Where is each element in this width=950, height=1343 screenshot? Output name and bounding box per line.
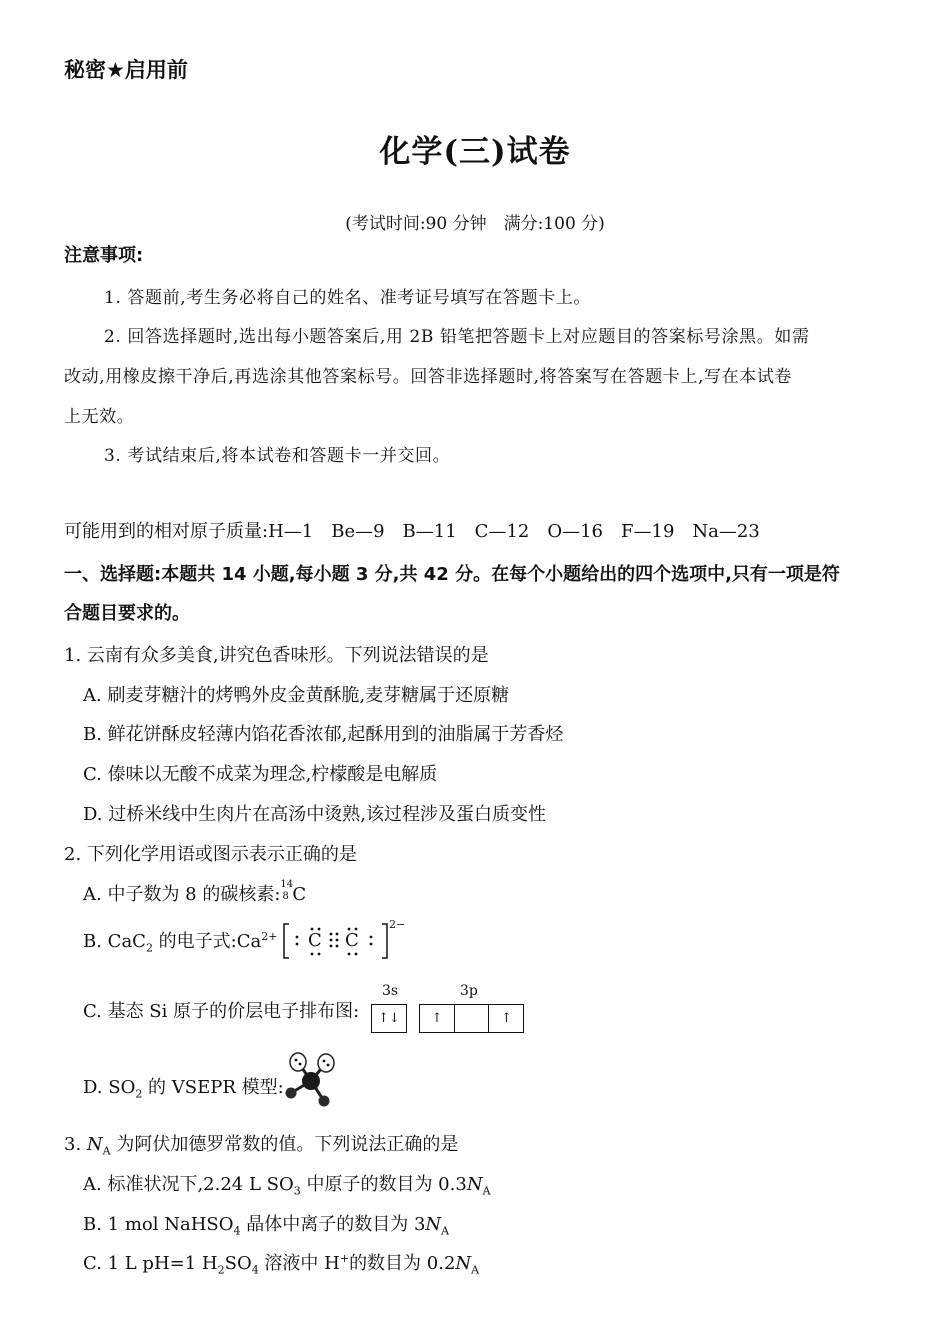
question-3-option-b: B. 1 mol NaHSO$_4$ 晶体中离子的数目为 $3N_A$	[83, 1214, 450, 1238]
notice-item-2-line-2: 改动,用橡皮擦干净后,再选涂其他答案标号。回答非选择题时,将答案写在答题卡上,写在本试卷	[64, 367, 793, 387]
question-1-option-c: C. 傣味以无酸不成菜为理念,柠檬酸是电解质	[83, 764, 438, 785]
question-1-stem: 1. 云南有众多美食,讲究色香味形。下列说法错误的是	[64, 645, 489, 666]
orbital-cell	[455, 1005, 489, 1032]
orbital-cell: ↑	[501, 1011, 512, 1026]
so2-vsepr-model	[282, 1049, 342, 1109]
question-3-option-c: C. 1 L pH=1 $H_2SO_4$ 溶液中 H+的数目为 $0.2N_A$	[83, 1252, 480, 1277]
secret-mark: 秘密★启用前	[64, 58, 188, 82]
notice-item-2-line-3: 上无效。	[64, 407, 135, 427]
atomic-masses: 可能用到的相对原子质量:H—1 Be—9 B—11 C—12 O—16 F—19 Na—23	[64, 521, 760, 542]
question-2-option-b: B. CaC$_2$ 的电子式$:Ca^{2+}$	[83, 930, 278, 955]
question-2-option-a: A. 中子数为 8 的碳核素: 14 8 C	[83, 879, 307, 905]
notice-item-2-line-1: 2. 回答选择题时,选出每小题答案后,用 2B 铅笔把答题卡上对应题目的答案标号涂黑。如需	[104, 327, 810, 347]
notice-heading: 注意事项:	[64, 245, 144, 266]
nuclide-atomic-number: 8	[282, 891, 289, 902]
notice-item-1: 1. 答题前,考生务必将自己的姓名、准考证号填写在答题卡上。	[104, 288, 592, 308]
question-3-option-a: A. 标准状况下,2.24 L $SO_3$ 中原子的数目为 $0.3N_A$	[83, 1174, 491, 1198]
orbital-3p	[419, 1004, 524, 1033]
section-heading-line-1: 一、选择题:本题共 14 小题,每小题 3 分,共 42 分。在每个小题给出的四个选项中,只有一项是符	[64, 564, 840, 585]
orbital-label-3s: 3s	[382, 983, 399, 999]
nuclide-mass-number: 14	[280, 879, 294, 890]
question-1-option-a: A. 刷麦芽糖汁的烤鸭外皮金黄酥脆,麦芽糖属于还原糖	[83, 685, 510, 706]
orbital-cell: ↑↓	[378, 1011, 400, 1026]
question-2-stem: 2. 下列化学用语或图示表示正确的是	[64, 844, 357, 865]
carbide-electron-formula	[283, 920, 408, 962]
exam-info: (考试时间:90 分钟 满分:100 分)	[345, 214, 605, 234]
notice-item-3: 3. 考试结束后,将本试卷和答题卡一并交回。	[104, 446, 451, 466]
section-heading-line-2: 合题目要求的。	[64, 603, 190, 624]
orbital-label-3p: 3p	[460, 983, 478, 999]
page-title: 化学(三)试卷	[379, 134, 571, 170]
orbital-cell: ↑	[420, 1005, 455, 1032]
question-3-stem: 3. $N_A$ 为阿伏加德罗常数的值。下列说法正确的是	[64, 1134, 459, 1158]
question-1-option-d: D. 过桥米线中生肉片在高汤中烫熟,该过程涉及蛋白质变性	[83, 804, 546, 825]
carbon-atom: C	[345, 930, 359, 951]
question-2-option-c: C. 基态 Si 原子的价层电子排布图:	[83, 1001, 360, 1022]
question-2-option-d: D. $SO_2$ 的 VSEPR 模型:	[83, 1077, 284, 1101]
carbon-atom: C	[308, 930, 322, 951]
anion-charge: 2−	[389, 918, 406, 931]
question-1-option-b: B. 鲜花饼酥皮轻薄内馅花香浓郁,起酥用到的油脂属于芳香烃	[83, 724, 564, 745]
orbital-3s	[371, 1004, 407, 1033]
